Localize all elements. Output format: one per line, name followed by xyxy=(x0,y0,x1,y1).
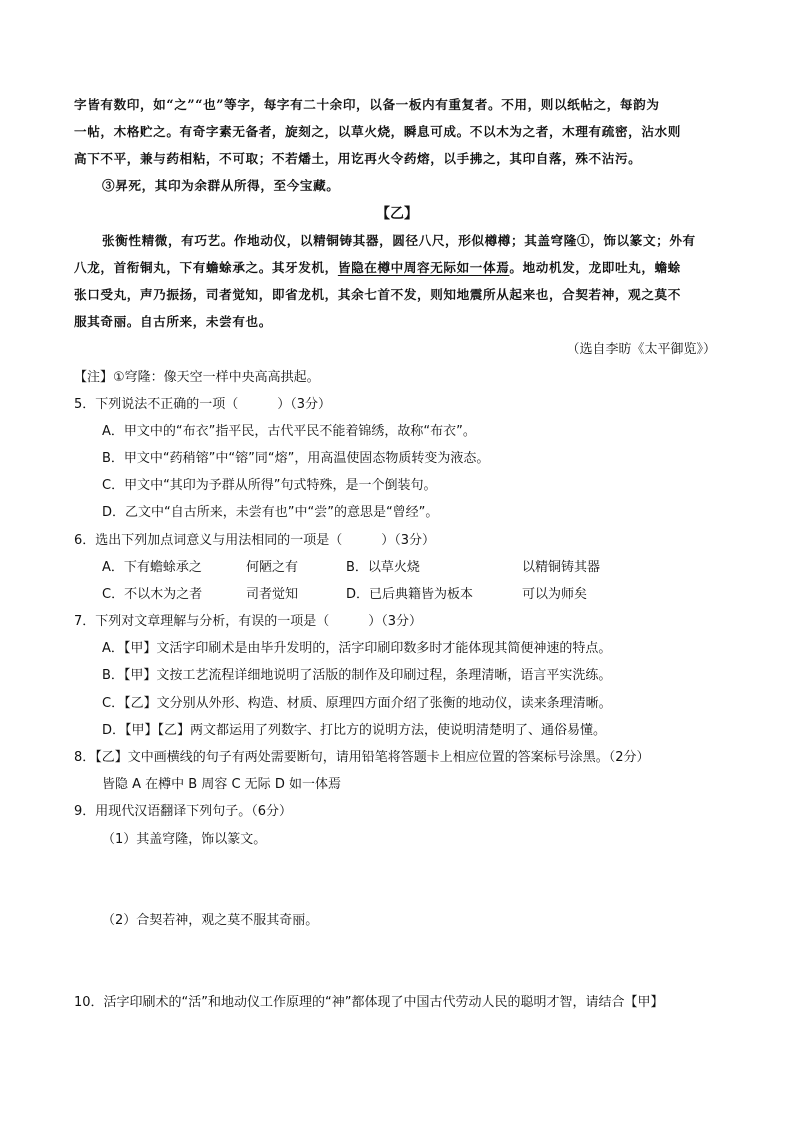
q6-option-d: D．已后典籍皆为板本 xyxy=(346,587,474,602)
underlined-sentence: 皆隐在樽中周容无际如一体焉 xyxy=(337,260,510,275)
passage-yi-line-2 xyxy=(0,258,794,278)
passage-yi-line-4: 服其奇丽。自古所来，未尝有也。 xyxy=(74,314,272,329)
q6-option-a-compare: 何陋之有 xyxy=(246,560,299,575)
question-5-option-a: A．甲文中的“布衣”指平民，古代平民不能着锦绣，故称“布衣”。 xyxy=(102,424,476,439)
passage-yi-heading: 【乙】 xyxy=(376,206,418,222)
passage-jia-line-2: 一帖，木格贮之。有奇字素无备者，旋刻之，以草火烧，瞬息可成。不以木为之者，木理有疏密，沾水则 xyxy=(74,124,681,139)
question-5-option-b: B．甲文中“药稍镕”中“镕”同“熔”，用高温使固态物质转变为液态。 xyxy=(102,451,490,466)
question-10-stem: 10．活字印刷术的“活”和地动仪工作原理的“神”都体现了中国古代劳动人民的聪明才智，请结合【甲】 xyxy=(74,995,664,1010)
question-8-answer-line: 皆隐 A 在樽中 B 周容 C 无际 D 如一体焉 xyxy=(102,777,341,792)
q6-option-a: A．下有蟾蜍承之 xyxy=(102,560,202,575)
question-6-stem: 6．选出下列加点词意义与用法相同的一项是（ ）（3分） xyxy=(74,533,436,548)
passage-yi-line-1: 张衡性精微，有巧艺。作地动仪，以精铜铸其器，圆径八尺，形似樽樽；其盖穹隆①，饰以篆文；外有 xyxy=(102,233,696,248)
passage-jia-line-3: 高下不平，兼与药相粘，不可取；不若燔土，用讫再火令药熔，以手拂之，其印自落，殊不沾污。 xyxy=(74,151,642,166)
q6-option-b-compare: 以精铜铸其器 xyxy=(522,560,601,575)
annotation-note: 【注】①穹隆：像天空一样中央高高拱起。 xyxy=(74,370,320,385)
passage-yi-line-2-after: 。地动机发，龙即吐丸，蟾蜍 xyxy=(509,260,681,275)
passage-jia-line-1: 字皆有数印，如“之”“也”等字，每字有二十余印，以备一板内有重复者。不用，则以纸帖之，每韵为 xyxy=(74,97,660,112)
passage-yi-line-2-before: 八龙，首衔铜丸，下有蟾蜍承之。其牙发机， xyxy=(74,260,338,275)
question-9-stem: 9．用现代汉语翻译下列句子。（6分） xyxy=(74,804,293,819)
q6-option-b: B．以草火烧 xyxy=(346,560,420,575)
question-5-stem: 5．下列说法不正确的一项（ ）（3分） xyxy=(74,397,332,412)
question-8-stem: 8．【乙】文中画横线的句子有两处需要断句，请用铅笔将答题卡上相应位置的答案标号涂黑。（2分） xyxy=(74,750,650,765)
q6-option-c: C．不以木为之者 xyxy=(102,587,203,602)
passage-jia-line-4: ③昇死，其印为余群从所得，至今宝藏。 xyxy=(102,178,340,193)
passage-yi-line-3: 张口受丸，声乃振扬，司者觉知，即省龙机，其余七首不发，则知地震所从起来也，合契若神，观之莫不 xyxy=(74,287,681,302)
question-7-option-b: B．【甲】文按工艺流程详细地说明了活版的制作及印刷过程，条理清晰，语言平实洗练。 xyxy=(102,668,612,683)
q6-option-d-compare: 可以为师矣 xyxy=(522,587,588,602)
question-9-item-1: （1）其盖穹隆，饰以篆文。 xyxy=(102,832,267,847)
question-5-option-d: D．乙文中“自古所来，未尝有也”中“尝”的意思是“曾经”。 xyxy=(102,505,439,520)
question-7-option-c: C．【乙】文分别从外形、构造、材质、原理四方面介绍了张衡的地动仪，读来条理清晰。 xyxy=(102,696,612,711)
question-7-stem: 7．下列对文章理解与分析，有误的一项是（ ）（3分） xyxy=(74,614,423,629)
question-9-item-2: （2）合契若神，观之莫不服其奇丽。 xyxy=(102,913,319,928)
question-7-option-a: A．【甲】文活字印刷术是由毕升发明的，活字印刷印数多时才能体现其简便神速的特点。 xyxy=(102,641,612,656)
question-7-option-d: D．【甲】【乙】两文都运用了列数字、打比方的说明方法，使说明清楚明了、通俗易懂。 xyxy=(102,723,607,738)
source-citation: （选自李昉《太平御览》） xyxy=(566,342,716,357)
question-5-option-c: C．甲文中“其印为予群从所得”句式特殊，是一个倒装句。 xyxy=(102,478,437,493)
q6-option-c-compare: 司者觉知 xyxy=(246,587,299,602)
